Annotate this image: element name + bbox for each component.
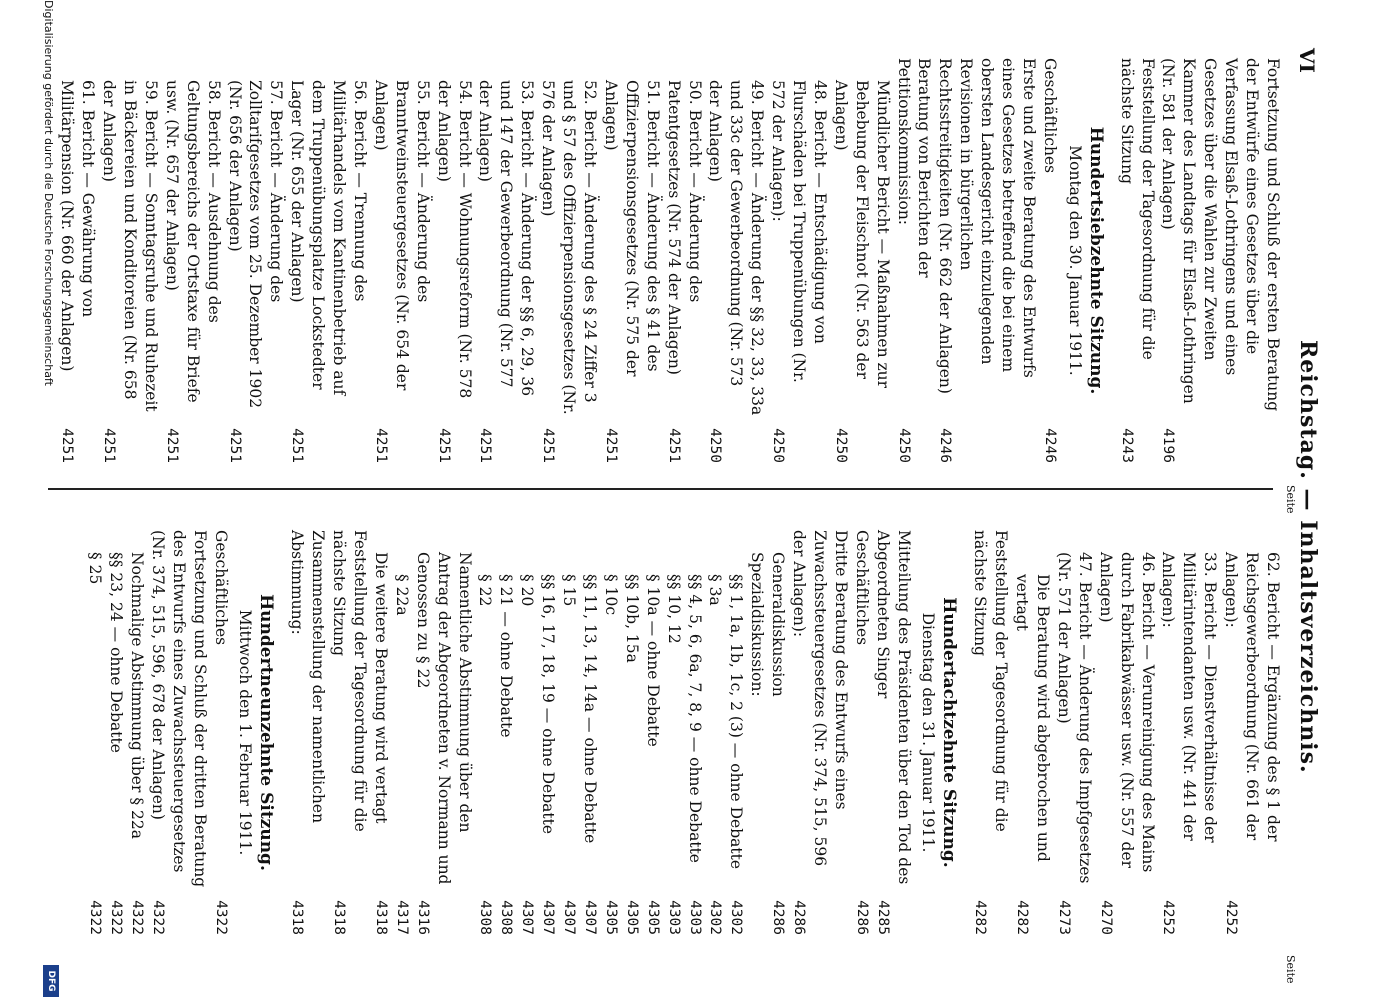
toc-entry-text: Zusammenstellung der namentlichen Abstimmung: xyxy=(288,530,328,824)
toc-entry-text: Die Beratung wird abgebrochen und vertagt xyxy=(1013,574,1053,862)
session-heading: Hundertneunzehnte Sitzung. xyxy=(256,594,277,871)
toc-entry xyxy=(370,530,391,935)
toc-entry xyxy=(1039,58,1060,463)
toc-entry xyxy=(705,530,726,935)
toc-entry xyxy=(705,58,768,463)
toc-entry xyxy=(328,530,370,935)
toc-entry-page: 4251 xyxy=(477,428,494,463)
toc-entry-text: Mündlicher Bericht — Maßnahmen zur Behebung der Fleischnot (Nr. 563 der Anlagen) xyxy=(831,80,892,389)
toc-entry-text: 47. Bericht — Änderung des Impfgesetzes (Nr. 571 der Anlagen) xyxy=(1054,552,1094,884)
toc-entry xyxy=(684,530,705,935)
session-heading: Hundertsiebzehnte Sitzung. xyxy=(1085,126,1106,395)
toc-right-column xyxy=(84,530,1283,935)
toc-entry xyxy=(433,58,475,463)
toc-entry xyxy=(475,530,496,935)
toc-entry xyxy=(621,530,642,935)
column-divider xyxy=(48,488,1273,490)
toc-entry xyxy=(98,58,161,463)
toc-entry xyxy=(1011,530,1053,935)
toc-left-column xyxy=(56,58,1283,463)
toc-entry-page: 4307 xyxy=(519,900,536,935)
toc-entry-page: 4302 xyxy=(707,900,724,935)
toc-entry-page: 4251 xyxy=(289,428,306,463)
toc-entry-text: §§ 10b, 15a xyxy=(622,574,641,663)
toc-entry-page: 4305 xyxy=(623,900,640,935)
toc-entry-page: 4286 xyxy=(770,900,787,935)
page-title: Reichstag. — Inhaltsverzeichnis. xyxy=(1295,340,1321,774)
toc-entry xyxy=(224,58,287,463)
dfg-logo: DFG xyxy=(43,965,59,997)
toc-entry-text: Erste und zweite Beratung des Entwurfs eines Gesetzes betreffend die bei einem obersten Landesgericht einzulegenden Revisionen in bürgerlichen Rechtsstreitigkeiten (Nr. 662 der Anlagen) xyxy=(936,58,1039,394)
toc-entry-text: § 22 xyxy=(476,574,495,607)
session-date: Dienstag den 31. Januar 1911. xyxy=(919,612,938,853)
toc-entry-text: §§ 1, 1a, 1b, 1c, 2 (3) — ohne Debatte xyxy=(727,574,746,870)
toc-entry-page: 4286 xyxy=(853,900,870,935)
toc-entry xyxy=(286,58,370,463)
toc-entry xyxy=(161,58,224,463)
toc-entry-page: 4316 xyxy=(414,900,431,935)
toc-entry xyxy=(788,530,851,935)
toc-entry-text: 53. Bericht — Änderung der §§ 6, 29, 36 und 147 der Gewerbeordnung (Nr. 577 der Anlagen) xyxy=(476,80,537,397)
toc-entry xyxy=(1053,530,1095,935)
toc-entry-page: 4305 xyxy=(602,900,619,935)
toc-entry-page: 4318 xyxy=(289,900,306,935)
toc-entry-page: 4246 xyxy=(1041,428,1058,463)
toc-entry-text: 46. Bericht — Verunreinigung des Mains durch Fabrikabwässer usw. (Nr. 557 der Anlagen) xyxy=(1096,552,1157,873)
toc-entry-text: 58. Bericht — Ausdehnung des Geltungsbereichs der Ortstaxe für Briefe usw. (Nr. 657 der Anlagen) xyxy=(162,80,223,403)
toc-entry-text: § 22a xyxy=(392,574,411,616)
toc-entry-text: Nochmalige Abstimmung über § 22a xyxy=(127,552,146,839)
toc-entry-page: 4246 xyxy=(937,428,954,463)
toc-entry-text: 55. Bericht — Änderung des Branntweinsteuergesetzes (Nr. 654 der Anlagen) xyxy=(371,80,432,391)
toc-entry xyxy=(872,530,914,935)
toc-entry-page: 4322 xyxy=(149,900,166,935)
toc-entry-text: § 10c xyxy=(601,574,620,616)
toc-entry-text: 61. Bericht — Gewährung von Militärpension (Nr. 660 der Anlagen) xyxy=(58,80,98,372)
toc-entry-page: 4282 xyxy=(1014,900,1031,935)
toc-entry xyxy=(391,530,412,935)
toc-entry-page: 4307 xyxy=(561,900,578,935)
toc-entry-text: Geschäftliches xyxy=(211,530,230,646)
toc-entry-text: Feststellung der Tagesordnung für die nächste Sitzung xyxy=(971,530,1011,832)
toc-entry-page: 4322 xyxy=(128,900,145,935)
toc-entry-text: Generaldiskussion xyxy=(769,552,788,697)
toc-entry-page: 4308 xyxy=(498,900,515,935)
toc-entry-text: § 3a xyxy=(706,574,725,606)
page-header xyxy=(1283,40,1323,984)
toc-entry xyxy=(1158,530,1221,935)
toc-entry-text: § 20 xyxy=(518,574,537,607)
toc-entry-text: Die weitere Beratung wird vertagt xyxy=(371,552,390,824)
toc-entry xyxy=(767,58,830,463)
toc-entry-page: 4196 xyxy=(1160,428,1177,463)
toc-entry-text: Beratung von Berichten der Petitionskommission: xyxy=(894,58,934,278)
toc-entry-text: §§ 4, 5, 6, 6a, 7, 8, 9 — ohne Debatte xyxy=(685,574,704,863)
toc-entry-page: 4285 xyxy=(874,900,891,935)
toc-entry xyxy=(600,530,621,935)
toc-entry-page: 4250 xyxy=(707,428,724,463)
toc-entry-page: 4318 xyxy=(331,900,348,935)
toc-entry-page: 4251 xyxy=(101,428,118,463)
toc-entry xyxy=(851,530,872,935)
toc-entry-page: 4302 xyxy=(728,900,745,935)
funding-note: Digitalisierung gefördert durch die Deutsche Forschungsgemeinschaft xyxy=(42,0,55,386)
toc-entry-page: 4270 xyxy=(1097,900,1114,935)
seite-label-right: Seite xyxy=(1284,955,1297,984)
toc-entry-text: 50. Bericht — Änderung des Patentgesetzes (Nr. 574 der Anlagen) xyxy=(664,80,704,375)
toc-entry-page: 4286 xyxy=(791,900,808,935)
toc-entry xyxy=(579,530,600,935)
toc-entry-text: Feststellung der Tagesordnung für die nächste Sitzung xyxy=(1117,58,1157,360)
toc-entry-text: Namentliche Abstimmung über den Antrag der Abgeordneten v. Normann und Genossen zu § 22 xyxy=(413,552,474,885)
toc-entry-text: § 25 xyxy=(86,552,105,585)
toc-entry-page: 4322 xyxy=(87,900,104,935)
toc-entry-page: 4250 xyxy=(895,428,912,463)
toc-entry xyxy=(537,58,600,463)
toc-entry xyxy=(147,530,210,935)
toc-entry xyxy=(210,530,231,935)
toc-entry xyxy=(600,58,663,463)
toc-entry-text: §§ 10, 12 xyxy=(664,574,683,644)
toc-entry-page: 4322 xyxy=(108,900,125,935)
page-number: VI xyxy=(1295,48,1319,73)
page-footer xyxy=(7,0,63,1000)
toc-entry-page: 4252 xyxy=(1160,900,1177,935)
toc-entry xyxy=(495,530,516,935)
toc-entry-text: 62. Bericht — Ergänzung des § 1 der Reichsgewerbeordnung (Nr. 661 der Anlagen): xyxy=(1222,552,1282,842)
session-heading: Hundertachtzehnte Sitzung. xyxy=(939,597,960,868)
toc-entry-text: §§ 11, 13, 14, 14a — ohne Debatte xyxy=(581,574,599,844)
toc-entry-page: 4252 xyxy=(1223,900,1240,935)
toc-entry-page: 4251 xyxy=(435,428,452,463)
toc-entry-text: §§ 23, 24 — ohne Debatte xyxy=(107,552,126,753)
toc-entry-text: §§ 16, 17, 18, 19 — ohne Debatte xyxy=(539,574,558,835)
toc-entry xyxy=(105,530,126,935)
toc-entry xyxy=(412,530,475,935)
toc-entry xyxy=(286,530,328,935)
toc-entry-page: 4251 xyxy=(226,428,243,463)
toc-entry xyxy=(558,530,579,935)
toc-entry-text: Dritte Beratung des Entwurfs eines Zuwachssteuergesetzes (Nr. 374, 515, 596 der Anlagen): xyxy=(790,530,850,867)
toc-entry-page: 4250 xyxy=(832,428,849,463)
toc-entry-text: § 21 — ohne Debatte xyxy=(497,574,516,738)
toc-entry-text: 54. Bericht — Wohnungsreform (Nr. 578 der Anlagen) xyxy=(434,80,474,399)
toc-entry-page: 4251 xyxy=(372,428,389,463)
toc-entry xyxy=(893,58,935,463)
toc-entry-text: 33. Bericht — Dienstverhältnisse der Militärintendanten usw. (Nr. 441 der Anlagen): xyxy=(1159,552,1220,843)
toc-entry xyxy=(1116,58,1158,463)
toc-entry xyxy=(969,530,1011,935)
toc-entry xyxy=(725,530,746,935)
toc-entry-page: 4251 xyxy=(59,428,76,463)
toc-entry xyxy=(663,530,684,935)
toc-entry-text: Feststellung der Tagesordnung für die nächste Sitzung xyxy=(330,530,370,832)
toc-entry-page: 4282 xyxy=(972,900,989,935)
toc-entry xyxy=(516,530,537,935)
toc-entry-text: Fortsetzung und Schluß der dritten Beratung des Entwurfs eines Zuwachssteuergesetzes (Nr. 374, 515, 596, 678 der Anlagen) xyxy=(148,530,209,888)
toc-entry xyxy=(126,530,147,935)
toc-entry xyxy=(1220,530,1283,935)
toc-entry-page: 4322 xyxy=(212,900,229,935)
toc-entry-page: 4305 xyxy=(644,900,661,935)
toc-entry-page: 4251 xyxy=(163,428,180,463)
toc-entry xyxy=(537,530,558,935)
toc-entry-page: 4308 xyxy=(477,900,494,935)
toc-entry-text: § 15 xyxy=(560,574,579,607)
toc-entry-page: 4250 xyxy=(770,428,787,463)
toc-entry-text: Geschäftliches xyxy=(1040,58,1059,174)
toc-entry xyxy=(1158,58,1283,463)
toc-entry xyxy=(475,58,538,463)
toc-entry-text: 49. Bericht — Änderung der §§ 32, 33, 33a und 33c der Gewerbeordnung (Nr. 573 der Anlagen) xyxy=(706,80,767,416)
toc-entry-text: Geschäftliches xyxy=(852,530,871,646)
toc-entry-text: 48. Bericht — Entschädigung von Flurschäden bei Truppenübungen (Nr. 572 der Anlagen): xyxy=(769,80,829,383)
toc-entry-text: 59. Bericht — Sonntagsruhe und Ruhezeit in Bäckereien und Konditoreien (Nr. 658 der Anlagen) xyxy=(100,80,160,412)
toc-entry-page: 4303 xyxy=(665,900,682,935)
toc-entry-page: 4251 xyxy=(602,428,619,463)
toc-entry-page: 4307 xyxy=(582,900,598,935)
toc-entry xyxy=(642,530,663,935)
toc-entry xyxy=(1095,530,1158,935)
toc-entry-page: 4318 xyxy=(372,900,389,935)
toc-entry-page: 4273 xyxy=(1055,900,1072,935)
toc-entry-text: 56. Bericht — Trennung des Militärhandels vom Kantinenbetrieb auf dem Truppenübungsplatze Lockstedter Lager (Nr. 655 der Anlagen) xyxy=(288,80,370,396)
toc-entry-page: 4243 xyxy=(1118,428,1135,463)
toc-entry-page: 4303 xyxy=(686,900,703,935)
toc-entry xyxy=(746,530,767,935)
session-date: Montag den 30. Januar 1911. xyxy=(1065,145,1084,376)
toc-entry-text: § 10a — ohne Debatte xyxy=(643,574,662,747)
seite-label-left: Seite xyxy=(1284,485,1297,514)
toc-entry xyxy=(84,530,105,935)
toc-entry-text: 57. Bericht — Änderung des Zolltarifgesetzes vom 25. Dezember 1902 (Nr. 656 der Anlagen) xyxy=(225,80,286,409)
session-date: Mittwoch den 1. Februar 1911. xyxy=(236,609,255,856)
toc-entry xyxy=(935,58,1040,463)
toc-entry-text: 52. Bericht — Änderung des § 24 Ziffer 3 und § 57 des Offizierpensionsgesetzes (Nr. 576 der Anlagen) xyxy=(539,80,599,415)
toc-entry-text: Fortsetzung und Schluß der ersten Beratung der Entwürfe eines Gesetzes über die Verfassung Elsaß-Lothringens und eines Gesetzes über die Wahlen zur Zweiten Kammer des Landtags für Elsaß-Lothringen (Nr. 581 der Anlagen) xyxy=(1159,58,1282,412)
toc-entry-page: 4317 xyxy=(393,900,410,935)
toc-entry-text: Mitteilung des Präsidenten über den Tod des Abgeordneten Singer xyxy=(873,530,913,885)
toc-entry-text: 51. Bericht — Änderung des § 41 des Offizierpensionsgesetzes (Nr. 575 der Anlagen) xyxy=(601,80,662,377)
toc-entry-page: 4251 xyxy=(540,428,557,463)
toc-entry xyxy=(830,58,893,463)
toc-entry xyxy=(767,530,788,935)
toc-entry-page: 4307 xyxy=(540,900,557,935)
toc-entry xyxy=(663,58,705,463)
toc-entry-text: Spezialdiskussion: xyxy=(748,552,767,697)
toc-entry xyxy=(370,58,433,463)
toc-entry-page: 4251 xyxy=(665,428,682,463)
